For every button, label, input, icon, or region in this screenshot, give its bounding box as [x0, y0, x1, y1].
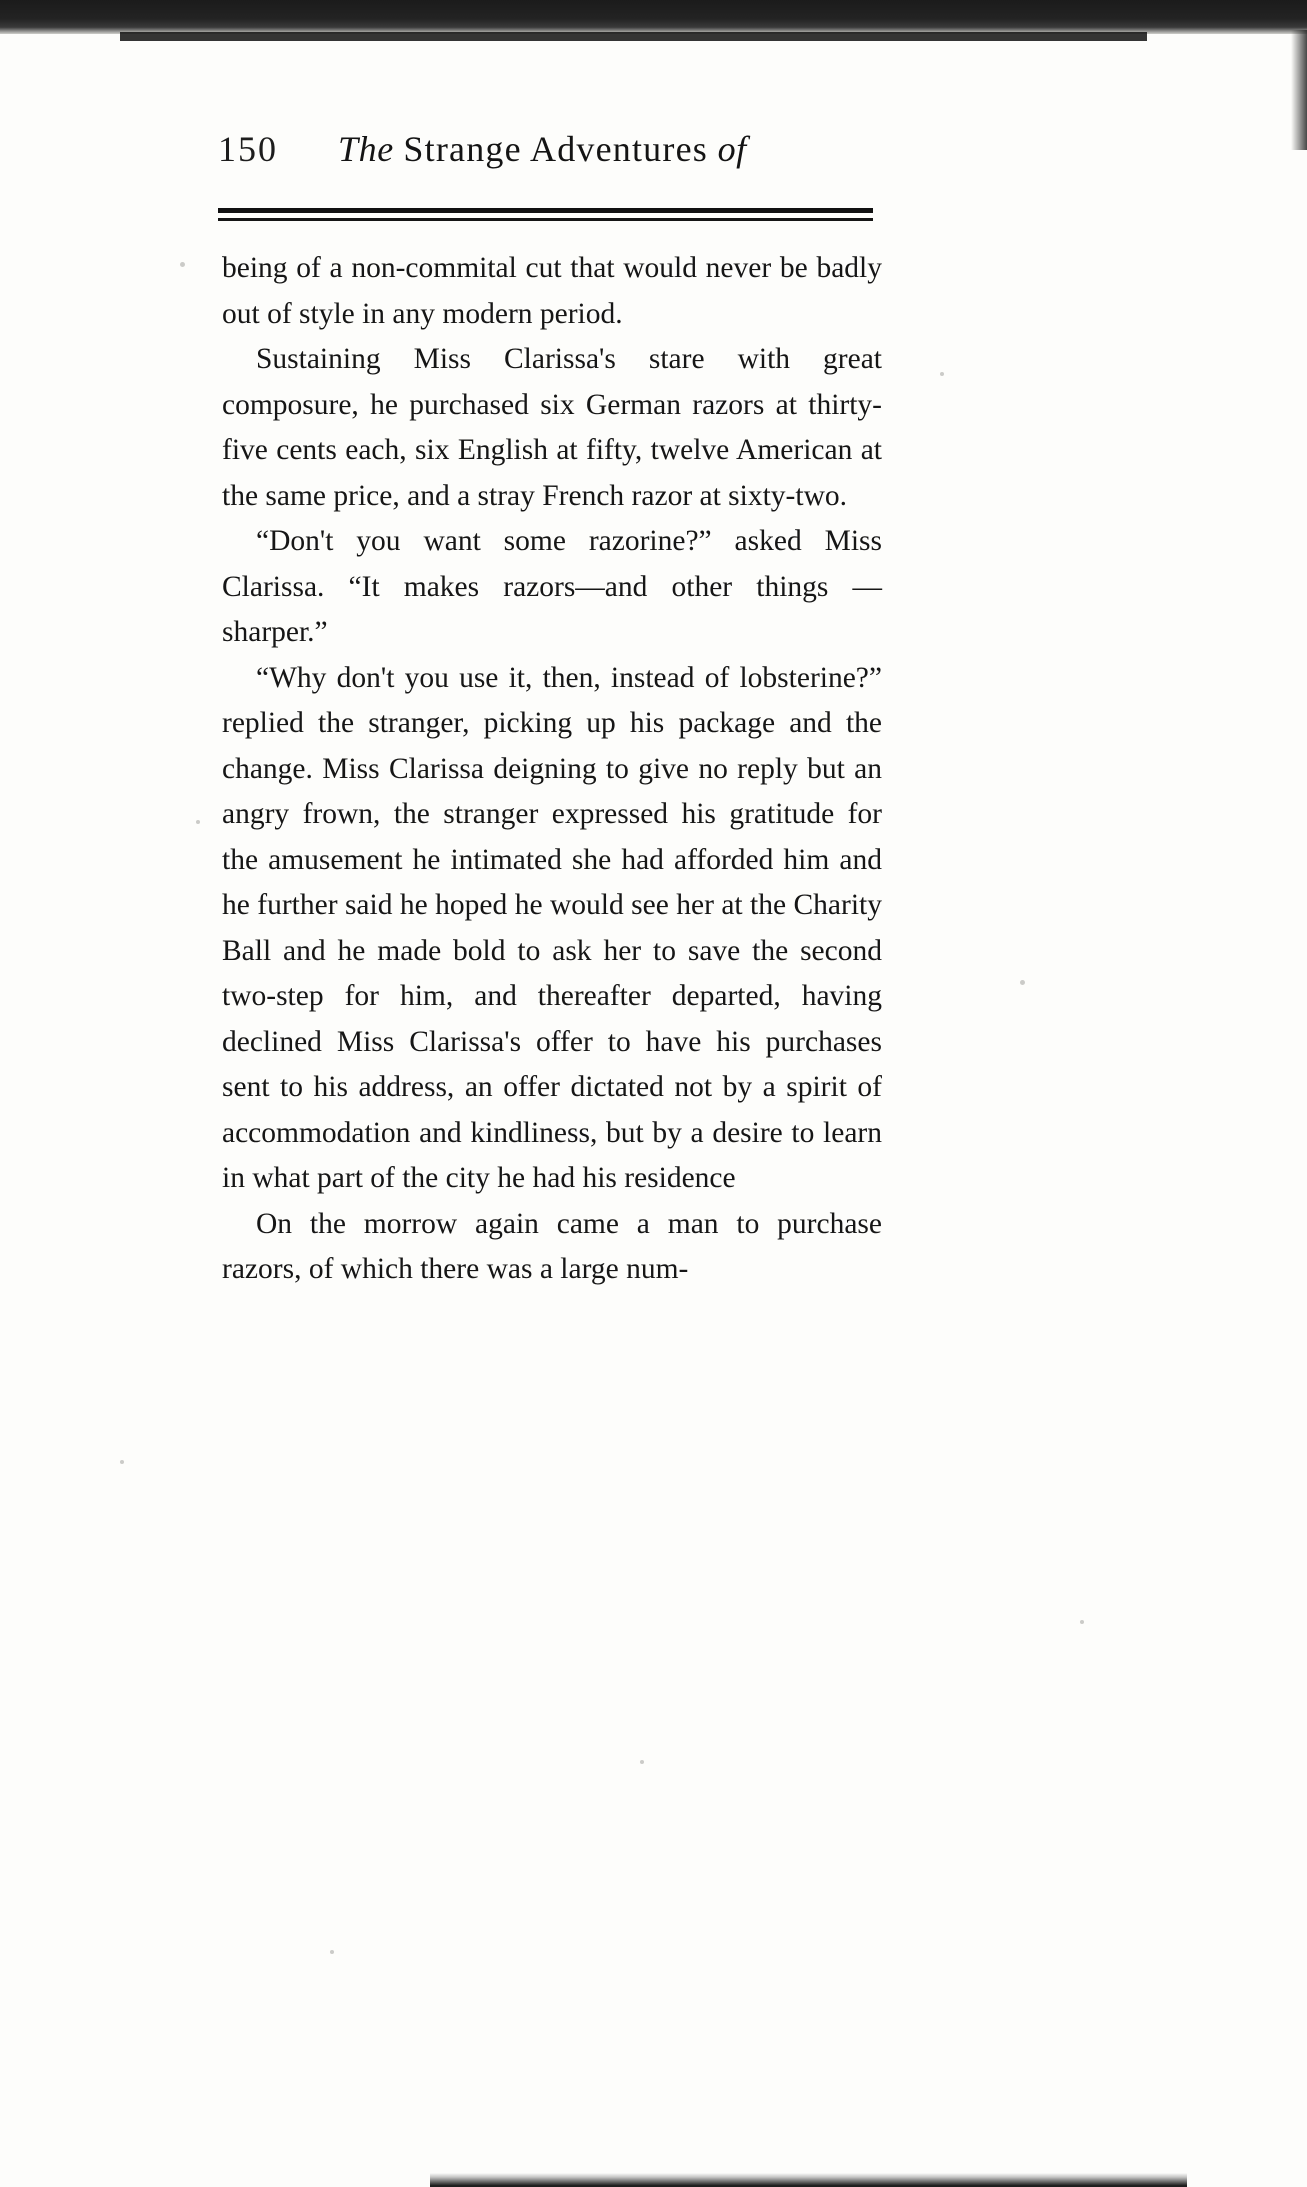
scan-speck	[330, 1950, 334, 1954]
running-head-rest: Strange Adventures	[403, 129, 708, 169]
rule-thin	[218, 218, 873, 221]
running-head	[218, 128, 878, 170]
paragraph: On the morrow again came a man to purchase razors, of which there was a large num-	[222, 1207, 882, 1285]
paragraph: Sustaining Miss Clarissa's stare with great composure, he purchased six German razors at thirty-five cents each, six English at fifty, twelve American at the same price, and a stray French razor at sixty-two.	[222, 343, 882, 512]
page-number: 150	[218, 129, 278, 169]
scan-speck	[1080, 1620, 1084, 1624]
running-head-title	[338, 128, 747, 170]
scan-speck	[180, 262, 185, 267]
paragraph: being of a non-commital cut that would never be badly out of style in any modern period.	[222, 252, 882, 330]
paragraph: “Why don't you use it, then, instead of lobsterine?” replied the stranger, picking up his package and the change. Miss Clarissa deigning to give no reply but an angry frown, the stranger expressed his gratitude for the amusement he intimated she had afforded him and he further said he hoped he would see her at the Charity Ball and he made bold to ask her to save the second two-step for him, and thereafter departed, having declined Miss Clarissa's offer to have his purchases sent to his address, an offer dictated not by a spirit of accommodation and kindliness, but by a desire to learn in what part of the city he had his residence	[222, 661, 882, 1194]
scan-speck	[120, 1460, 124, 1464]
scan-right-edge	[1291, 30, 1307, 150]
scan-bottom-edge	[430, 2173, 1187, 2187]
scan-top-edge	[0, 0, 1307, 34]
scan-speck	[196, 820, 200, 824]
header-double-rule	[218, 208, 873, 221]
body-text	[222, 246, 882, 1293]
running-head-of: of	[717, 129, 747, 169]
paragraph: “Don't you want some razorine?” asked Miss Clarissa. “It makes razors—and other things —sharper.”	[222, 525, 882, 648]
running-head-the: The	[338, 129, 394, 169]
scan-speck	[1020, 980, 1025, 985]
scan-speck	[640, 1760, 644, 1764]
scan-speck	[940, 372, 944, 376]
